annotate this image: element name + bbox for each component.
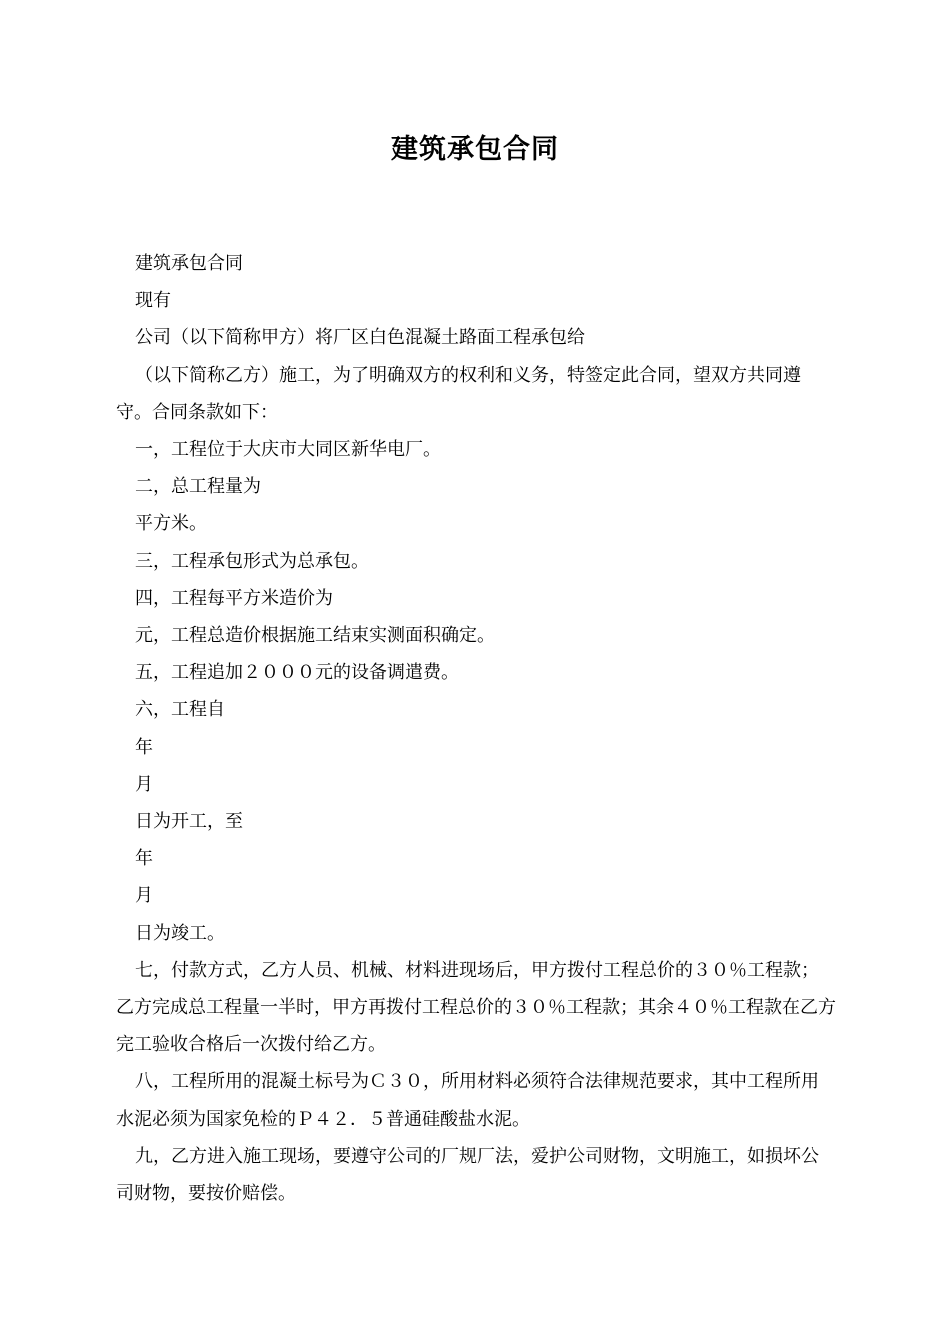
document-title: 建筑承包合同 xyxy=(391,134,559,165)
clause-5: 五，工程追加２０００元的设备调遣费。 xyxy=(135,662,459,684)
paragraph-heading: 建筑承包合同 xyxy=(135,253,243,274)
clause-2: 二，总工程量为 xyxy=(135,476,261,498)
paragraph-party-a: 公司（以下简称甲方）将厂区白色混凝土路面工程承包给 xyxy=(135,327,585,349)
clause-6-start-month: 月 xyxy=(135,773,153,795)
clause-3: 三，工程承包形式为总承包。 xyxy=(135,550,369,572)
clause-6-end-year: 年 xyxy=(135,848,153,870)
clause-6-end-day: 日为竣工。 xyxy=(135,922,225,944)
clause-8: 八，工程所用的混凝土标号为Ｃ３０，所用材料必须符合法律规范要求，其中工程所用水泥必须为国家免检的Ｐ４２．５普通硅酸盐水泥。 xyxy=(116,1071,819,1130)
clause-7: 七，付款方式，乙方人员、机械、材料进现场后，甲方拨付工程总价的３０％工程款；乙方完成总工程量一半时，甲方再拨付工程总价的３０％工程款；其余４０％工程款在乙方完工验收合格后一次拨付给乙方。 xyxy=(116,959,836,1056)
clause-2-unit: 平方米。 xyxy=(135,513,207,535)
paragraph-party-b: （以下简称乙方）施工，为了明确双方的权利和义务，特签定此合同，望双方共同遵守。合同条款如下： xyxy=(116,364,801,423)
clause-4: 四，工程每平方米造价为 xyxy=(135,587,333,609)
clause-1: 一，工程位于大庆市大同区新华电厂。 xyxy=(135,439,441,461)
document-body xyxy=(116,245,836,1212)
clause-9: 九，乙方进入施工现场，要遵守公司的厂规厂法，爱护公司财物，文明施工，如损坏公司财物，要按价赔偿。 xyxy=(116,1145,819,1205)
clause-6-end-month: 月 xyxy=(135,885,153,907)
clause-4-detail: 元，工程总造价根据施工结束实测面积确定。 xyxy=(135,625,495,647)
clause-6-start-year: 年 xyxy=(135,736,153,758)
clause-6: 六，工程自 xyxy=(135,699,225,721)
clause-6-start-day: 日为开工，至 xyxy=(135,811,243,833)
paragraph-existing: 现有 xyxy=(135,290,171,312)
